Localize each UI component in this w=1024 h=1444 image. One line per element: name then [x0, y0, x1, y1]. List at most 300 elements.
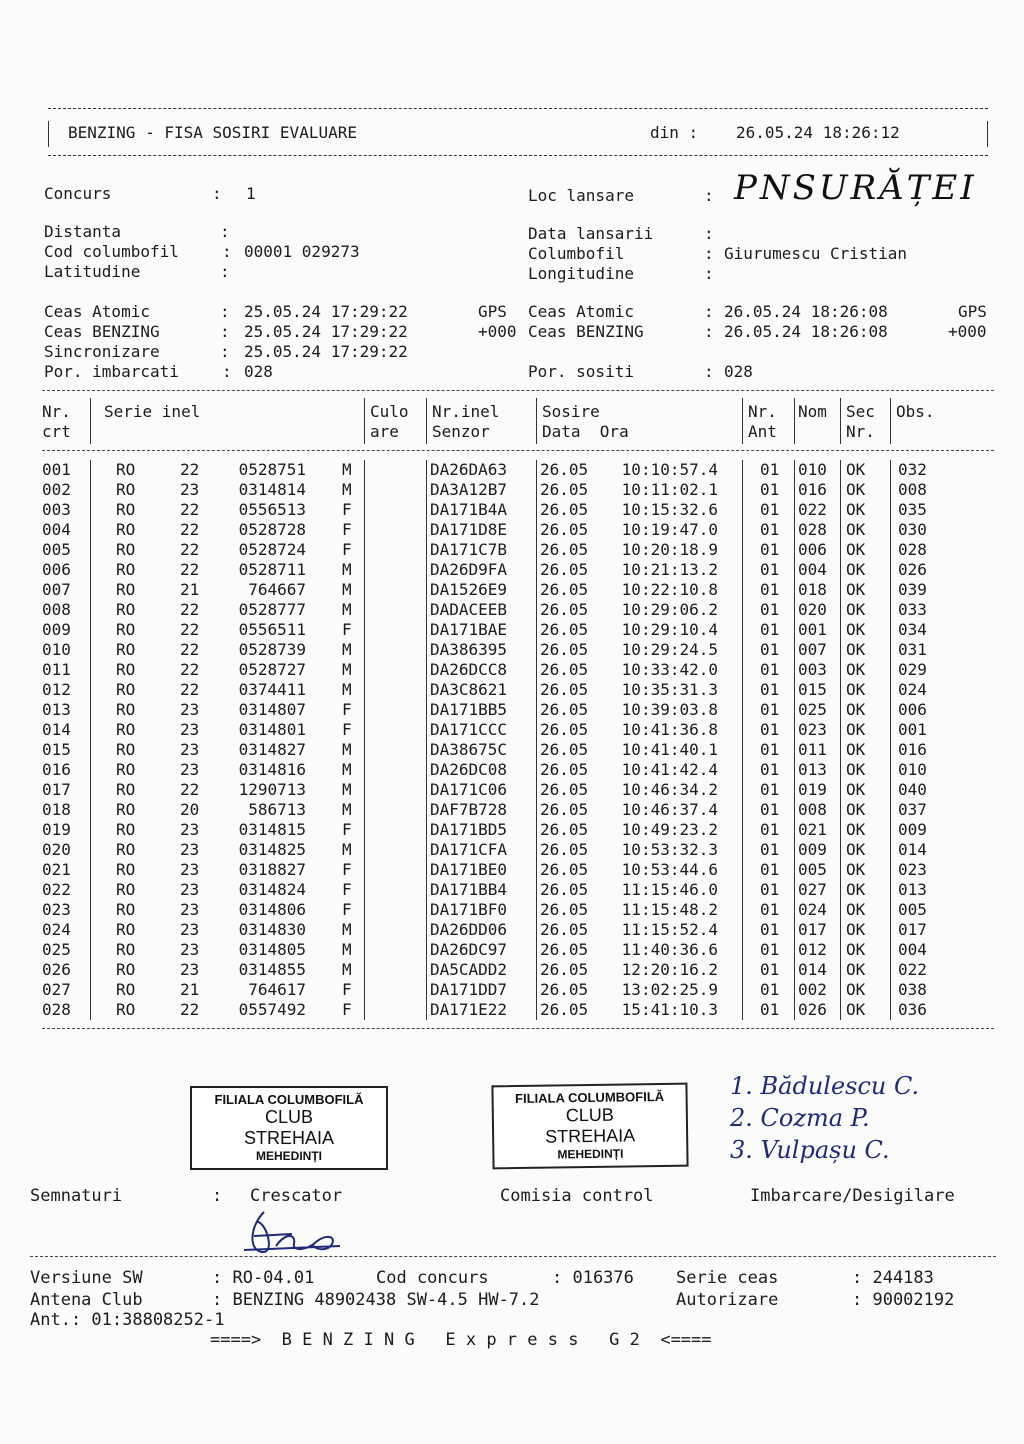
row-sec: OK — [846, 980, 866, 999]
column-divider — [794, 560, 795, 580]
row-year: 22 — [180, 500, 200, 519]
row-time: 10:49:23.2 — [621, 820, 718, 839]
row-sex: F — [342, 860, 352, 879]
row-date: 26.05 — [540, 940, 589, 959]
column-divider — [90, 980, 91, 1000]
row-sex: M — [342, 940, 352, 959]
row-ring: 0374411 — [238, 680, 306, 699]
serie-ceas-label: Serie ceas — [676, 1268, 779, 1288]
column-divider — [364, 500, 365, 520]
column-divider — [364, 800, 365, 820]
row-obs: 036 — [898, 1000, 927, 1019]
row-nom: 026 — [798, 1000, 827, 1019]
row-obs: 035 — [898, 500, 927, 519]
row-date: 26.05 — [540, 480, 589, 499]
row-ring: 0556511 — [238, 620, 306, 639]
column-divider — [890, 520, 891, 540]
row-time: 10:20:18.9 — [621, 540, 718, 559]
row-obs: 026 — [898, 560, 927, 579]
column-divider — [536, 700, 537, 720]
row-year: 22 — [180, 660, 200, 679]
row-sex: M — [342, 680, 352, 699]
row-date: 26.05 — [540, 980, 589, 999]
row-country: RO — [116, 840, 136, 859]
row-ant: 01 — [760, 760, 780, 779]
row-sec: OK — [846, 1000, 866, 1019]
column-divider — [890, 560, 891, 580]
stamp-line: STREHAIA — [243, 1128, 335, 1148]
ceas-benzing-left-label: Ceas BENZING — [44, 322, 160, 341]
row-time: 11:15:48.2 — [621, 900, 718, 919]
row-ring: 0528739 — [238, 640, 306, 659]
antena-value: : BENZING 48902438 SW-4.5 HW-7.2 — [212, 1290, 540, 1310]
column-divider — [794, 980, 795, 1000]
row-country: RO — [116, 740, 136, 759]
row-country: RO — [116, 880, 136, 899]
row-time: 12:20:16.2 — [621, 960, 718, 979]
row-senzor: DA171BE0 — [430, 860, 508, 879]
column-divider — [890, 880, 891, 900]
column-divider — [742, 540, 743, 560]
column-divider — [536, 800, 537, 820]
row-country: RO — [116, 980, 136, 999]
column-divider — [90, 460, 91, 480]
row-ant: 01 — [760, 900, 780, 919]
column-divider — [742, 560, 743, 580]
column-divider — [426, 880, 427, 900]
table-row — [42, 560, 1002, 580]
row-nr: 001 — [42, 460, 71, 479]
column-divider — [90, 820, 91, 840]
column-divider — [890, 860, 891, 880]
column-divider — [90, 500, 91, 520]
loc-lansare-label: Loc lansare — [528, 186, 634, 205]
row-ant: 01 — [760, 500, 780, 519]
row-date: 26.05 — [540, 760, 589, 779]
column-divider — [890, 720, 891, 740]
row-nom: 018 — [798, 580, 827, 599]
cod-concurs-value: : 016376 — [552, 1268, 634, 1288]
row-year: 22 — [180, 620, 200, 639]
column-divider — [364, 780, 365, 800]
column-divider — [890, 660, 891, 680]
column-divider — [364, 840, 365, 860]
club-stamp — [491, 1083, 688, 1170]
row-year: 22 — [180, 600, 200, 619]
row-ant: 01 — [760, 700, 780, 719]
row-date: 26.05 — [540, 740, 589, 759]
row-senzor: DA38675C — [430, 740, 508, 759]
col-culo-header: Culo — [370, 402, 409, 421]
row-country: RO — [116, 680, 136, 699]
row-obs: 009 — [898, 820, 927, 839]
column-divider — [536, 620, 537, 640]
col-secnr-header: Nr. — [846, 422, 875, 441]
column-divider — [426, 980, 427, 1000]
table-row — [42, 660, 1002, 680]
row-ring: 0528728 — [238, 520, 306, 539]
column-divider — [364, 600, 365, 620]
sositi-value: 028 — [724, 362, 753, 381]
row-year: 23 — [180, 900, 200, 919]
row-date: 26.05 — [540, 820, 589, 839]
table-row — [42, 960, 1002, 980]
row-country: RO — [116, 640, 136, 659]
row-time: 13:02:25.9 — [621, 980, 718, 999]
row-ring: 0528711 — [238, 560, 306, 579]
row-year: 23 — [180, 960, 200, 979]
column-divider — [536, 680, 537, 700]
row-country: RO — [116, 580, 136, 599]
column-divider — [536, 940, 537, 960]
col-senzor-header: Senzor — [432, 422, 490, 441]
row-sec: OK — [846, 580, 866, 599]
cod-columbofil-sep: : — [222, 242, 232, 261]
column-divider — [90, 840, 91, 860]
row-sec: OK — [846, 800, 866, 819]
row-nom: 011 — [798, 740, 827, 759]
stamp-line: CLUB — [565, 1104, 614, 1126]
column-divider — [364, 860, 365, 880]
column-divider — [890, 1000, 891, 1020]
column-divider — [90, 700, 91, 720]
row-obs: 029 — [898, 660, 927, 679]
row-senzor: DA26DD06 — [430, 920, 508, 939]
row-sex: M — [342, 780, 352, 799]
column-divider — [536, 880, 537, 900]
table-row — [42, 940, 1002, 960]
row-date: 26.05 — [540, 600, 589, 619]
column-divider — [890, 540, 891, 560]
column-divider — [536, 980, 537, 1000]
row-nom: 020 — [798, 600, 827, 619]
column-divider — [364, 460, 365, 480]
row-year: 23 — [180, 880, 200, 899]
column-divider — [90, 620, 91, 640]
row-senzor: DAF7B728 — [430, 800, 508, 819]
row-time: 10:11:02.1 — [621, 480, 718, 499]
row-time: 10:53:32.3 — [621, 840, 718, 859]
row-obs: 022 — [898, 960, 927, 979]
column-divider — [794, 620, 795, 640]
column-divider — [364, 720, 365, 740]
row-year: 23 — [180, 720, 200, 739]
imbarcare-label: Imbarcare/Desigilare — [750, 1186, 955, 1206]
table-row — [42, 840, 1002, 860]
semnaturi-sep: : — [212, 1186, 223, 1206]
column-divider — [840, 780, 841, 800]
sositi-label: Por. sositi — [528, 362, 634, 381]
footer-rule — [30, 1256, 996, 1257]
row-nr: 014 — [42, 720, 71, 739]
row-nr: 025 — [42, 940, 71, 959]
column-divider — [890, 620, 891, 640]
row-sec: OK — [846, 720, 866, 739]
row-year: 22 — [180, 780, 200, 799]
column-divider — [840, 980, 841, 1000]
ceas-benzing-right-label: Ceas BENZING — [528, 322, 644, 341]
column-divider — [794, 500, 795, 520]
handwritten-commission-list — [730, 1070, 919, 1166]
row-ant: 01 — [760, 740, 780, 759]
row-date: 26.05 — [540, 500, 589, 519]
row-nom: 005 — [798, 860, 827, 879]
column-divider — [840, 640, 841, 660]
row-nom: 017 — [798, 920, 827, 939]
column-divider — [90, 720, 91, 740]
row-sex: M — [342, 800, 352, 819]
row-ring: 0314855 — [238, 960, 306, 979]
row-ring: 1290713 — [238, 780, 306, 799]
col-obs-header: Obs. — [896, 402, 935, 421]
column-divider — [426, 920, 427, 940]
row-nr: 007 — [42, 580, 71, 599]
row-ant: 01 — [760, 580, 780, 599]
column-divider — [742, 720, 743, 740]
club-stamp — [190, 1086, 388, 1170]
column-divider — [536, 660, 537, 680]
column-divider — [742, 960, 743, 980]
row-time: 10:46:37.4 — [621, 800, 718, 819]
row-nom: 015 — [798, 680, 827, 699]
row-ring: 0318827 — [238, 860, 306, 879]
row-nom: 008 — [798, 800, 827, 819]
row-obs: 031 — [898, 640, 927, 659]
row-senzor: DA171BB5 — [430, 700, 508, 719]
row-nr: 009 — [42, 620, 71, 639]
row-sec: OK — [846, 600, 866, 619]
row-obs: 017 — [898, 920, 927, 939]
row-senzor: DA26DC97 — [430, 940, 508, 959]
table-bottom-rule — [42, 1028, 994, 1029]
column-divider — [890, 980, 891, 1000]
autorizare-value: : 90002192 — [852, 1290, 955, 1310]
stamp-line: MEHEDINȚI — [557, 1146, 624, 1162]
column-divider — [742, 640, 743, 660]
row-sex: F — [342, 900, 352, 919]
row-ant: 01 — [760, 820, 780, 839]
longitudine-sep: : — [704, 264, 714, 283]
row-obs: 033 — [898, 600, 927, 619]
row-nom: 009 — [798, 840, 827, 859]
table-row — [42, 860, 1002, 880]
row-ant: 01 — [760, 960, 780, 979]
ceas-atomic-left-sep: : — [220, 302, 230, 321]
column-divider — [90, 860, 91, 880]
row-senzor: DA171B4A — [430, 500, 508, 519]
row-country: RO — [116, 520, 136, 539]
col-data-ora-header: Data Ora — [542, 422, 629, 441]
row-country: RO — [116, 960, 136, 979]
row-date: 26.05 — [540, 560, 589, 579]
row-senzor: DA1526E9 — [430, 580, 508, 599]
row-nom: 003 — [798, 660, 827, 679]
row-senzor: DA26D9FA — [430, 560, 508, 579]
row-ant: 01 — [760, 660, 780, 679]
row-ant: 01 — [760, 560, 780, 579]
row-ant: 01 — [760, 780, 780, 799]
row-country: RO — [116, 860, 136, 879]
column-divider — [794, 800, 795, 820]
ceas-atomic-left-suffix: GPS — [478, 302, 507, 321]
column-divider — [90, 660, 91, 680]
column-divider — [840, 680, 841, 700]
column-divider — [840, 580, 841, 600]
latitudine-sep: : — [220, 262, 230, 281]
row-sec: OK — [846, 560, 866, 579]
column-divider — [890, 460, 891, 480]
column-divider — [536, 720, 537, 740]
handwritten-name: 1. Bădulescu C. — [730, 1072, 920, 1100]
row-ant: 01 — [760, 600, 780, 619]
row-time: 10:29:06.2 — [621, 600, 718, 619]
column-divider — [890, 900, 891, 920]
ceas-atomic-left-value: 25.05.24 17:29:22 — [244, 302, 408, 321]
row-nom: 007 — [798, 640, 827, 659]
row-date: 26.05 — [540, 1000, 589, 1019]
column-divider — [742, 900, 743, 920]
row-ring: 0314816 — [238, 760, 306, 779]
row-sex: M — [342, 740, 352, 759]
row-time: 11:40:36.6 — [621, 940, 718, 959]
ceas-atomic-right-sep: : — [704, 302, 714, 321]
column-divider — [536, 760, 537, 780]
column-divider — [890, 680, 891, 700]
comisia-label: Comisia control — [500, 1186, 654, 1206]
row-ant: 01 — [760, 980, 780, 999]
column-divider — [840, 960, 841, 980]
handwritten-name: 3. Vulpașu C. — [730, 1136, 890, 1164]
column-divider — [742, 880, 743, 900]
column-divider — [426, 900, 427, 920]
table-row — [42, 700, 1002, 720]
column-divider — [364, 740, 365, 760]
row-nom: 025 — [798, 700, 827, 719]
row-nom: 021 — [798, 820, 827, 839]
column-divider — [794, 580, 795, 600]
row-sex: M — [342, 480, 352, 499]
row-country: RO — [116, 820, 136, 839]
row-sec: OK — [846, 540, 866, 559]
row-time: 11:15:52.4 — [621, 920, 718, 939]
column-divider — [794, 740, 795, 760]
row-year: 20 — [180, 800, 200, 819]
row-country: RO — [116, 1000, 136, 1019]
column-divider — [536, 840, 537, 860]
row-ring: 0314801 — [238, 720, 306, 739]
column-divider — [90, 780, 91, 800]
row-ring: 0528751 — [238, 460, 306, 479]
column-divider — [426, 580, 427, 600]
column-divider — [742, 500, 743, 520]
row-year: 22 — [180, 560, 200, 579]
stamp-line: FILIALA COLUMBOFILĂ — [214, 1092, 364, 1107]
column-divider — [742, 840, 743, 860]
versiune-label: Versiune SW — [30, 1268, 143, 1288]
versiune-value: : RO-04.01 — [212, 1268, 315, 1288]
table-row — [42, 680, 1002, 700]
row-ring: 0314814 — [238, 480, 306, 499]
column-divider — [742, 940, 743, 960]
table-row — [42, 740, 1002, 760]
column-divider — [90, 680, 91, 700]
column-divider — [794, 720, 795, 740]
cod-concurs-label: Cod concurs — [376, 1268, 489, 1288]
column-divider — [364, 960, 365, 980]
handwritten-name: 2. Cozma P. — [730, 1104, 870, 1132]
row-nom: 027 — [798, 880, 827, 899]
column-divider — [890, 640, 891, 660]
stamp-line: MEHEDINȚI — [256, 1149, 322, 1163]
row-senzor: DA171C7B — [430, 540, 508, 559]
header-vline — [742, 398, 743, 444]
row-year: 22 — [180, 640, 200, 659]
row-ant: 01 — [760, 920, 780, 939]
row-ant: 01 — [760, 860, 780, 879]
column-divider — [364, 480, 365, 500]
table-row — [42, 720, 1002, 740]
table-row — [42, 900, 1002, 920]
row-date: 26.05 — [540, 880, 589, 899]
row-obs: 008 — [898, 480, 927, 499]
row-nr: 019 — [42, 820, 71, 839]
column-divider — [840, 500, 841, 520]
column-divider — [536, 820, 537, 840]
col-nrant-header: Nr. — [748, 402, 777, 421]
row-time: 10:35:31.3 — [621, 680, 718, 699]
column-divider — [90, 480, 91, 500]
column-divider — [536, 920, 537, 940]
row-sex: M — [342, 600, 352, 619]
columbofil-value: Giurumescu Cristian — [724, 244, 908, 263]
row-ring: 0528777 — [238, 600, 306, 619]
row-sec: OK — [846, 960, 866, 979]
col-crt-header: crt — [42, 422, 71, 441]
column-divider — [364, 620, 365, 640]
row-year: 22 — [180, 680, 200, 699]
row-sex: M — [342, 560, 352, 579]
column-divider — [794, 760, 795, 780]
row-sex: F — [342, 880, 352, 899]
header-box — [48, 108, 988, 156]
column-divider — [536, 740, 537, 760]
header-vline — [794, 398, 795, 444]
row-date: 26.05 — [540, 800, 589, 819]
column-divider — [794, 640, 795, 660]
row-ant: 01 — [760, 520, 780, 539]
column-divider — [536, 500, 537, 520]
ceas-benzing-left-value: 25.05.24 17:29:22 — [244, 322, 408, 341]
column-divider — [794, 460, 795, 480]
column-divider — [536, 780, 537, 800]
row-senzor: DA171D8E — [430, 520, 508, 539]
row-nr: 012 — [42, 680, 71, 699]
row-nom: 024 — [798, 900, 827, 919]
column-divider — [364, 520, 365, 540]
col-serie-header: Serie inel — [104, 402, 201, 421]
row-country: RO — [116, 780, 136, 799]
row-nr: 020 — [42, 840, 71, 859]
row-senzor: DA171DD7 — [430, 980, 508, 999]
row-obs: 038 — [898, 980, 927, 999]
column-divider — [364, 580, 365, 600]
row-year: 22 — [180, 540, 200, 559]
loc-lansare-sep: : — [704, 186, 714, 205]
columbofil-label: Columbofil — [528, 244, 625, 263]
header-box-right-border — [987, 121, 988, 147]
autorizare-label: Autorizare — [676, 1290, 779, 1310]
header-vline — [536, 398, 537, 444]
